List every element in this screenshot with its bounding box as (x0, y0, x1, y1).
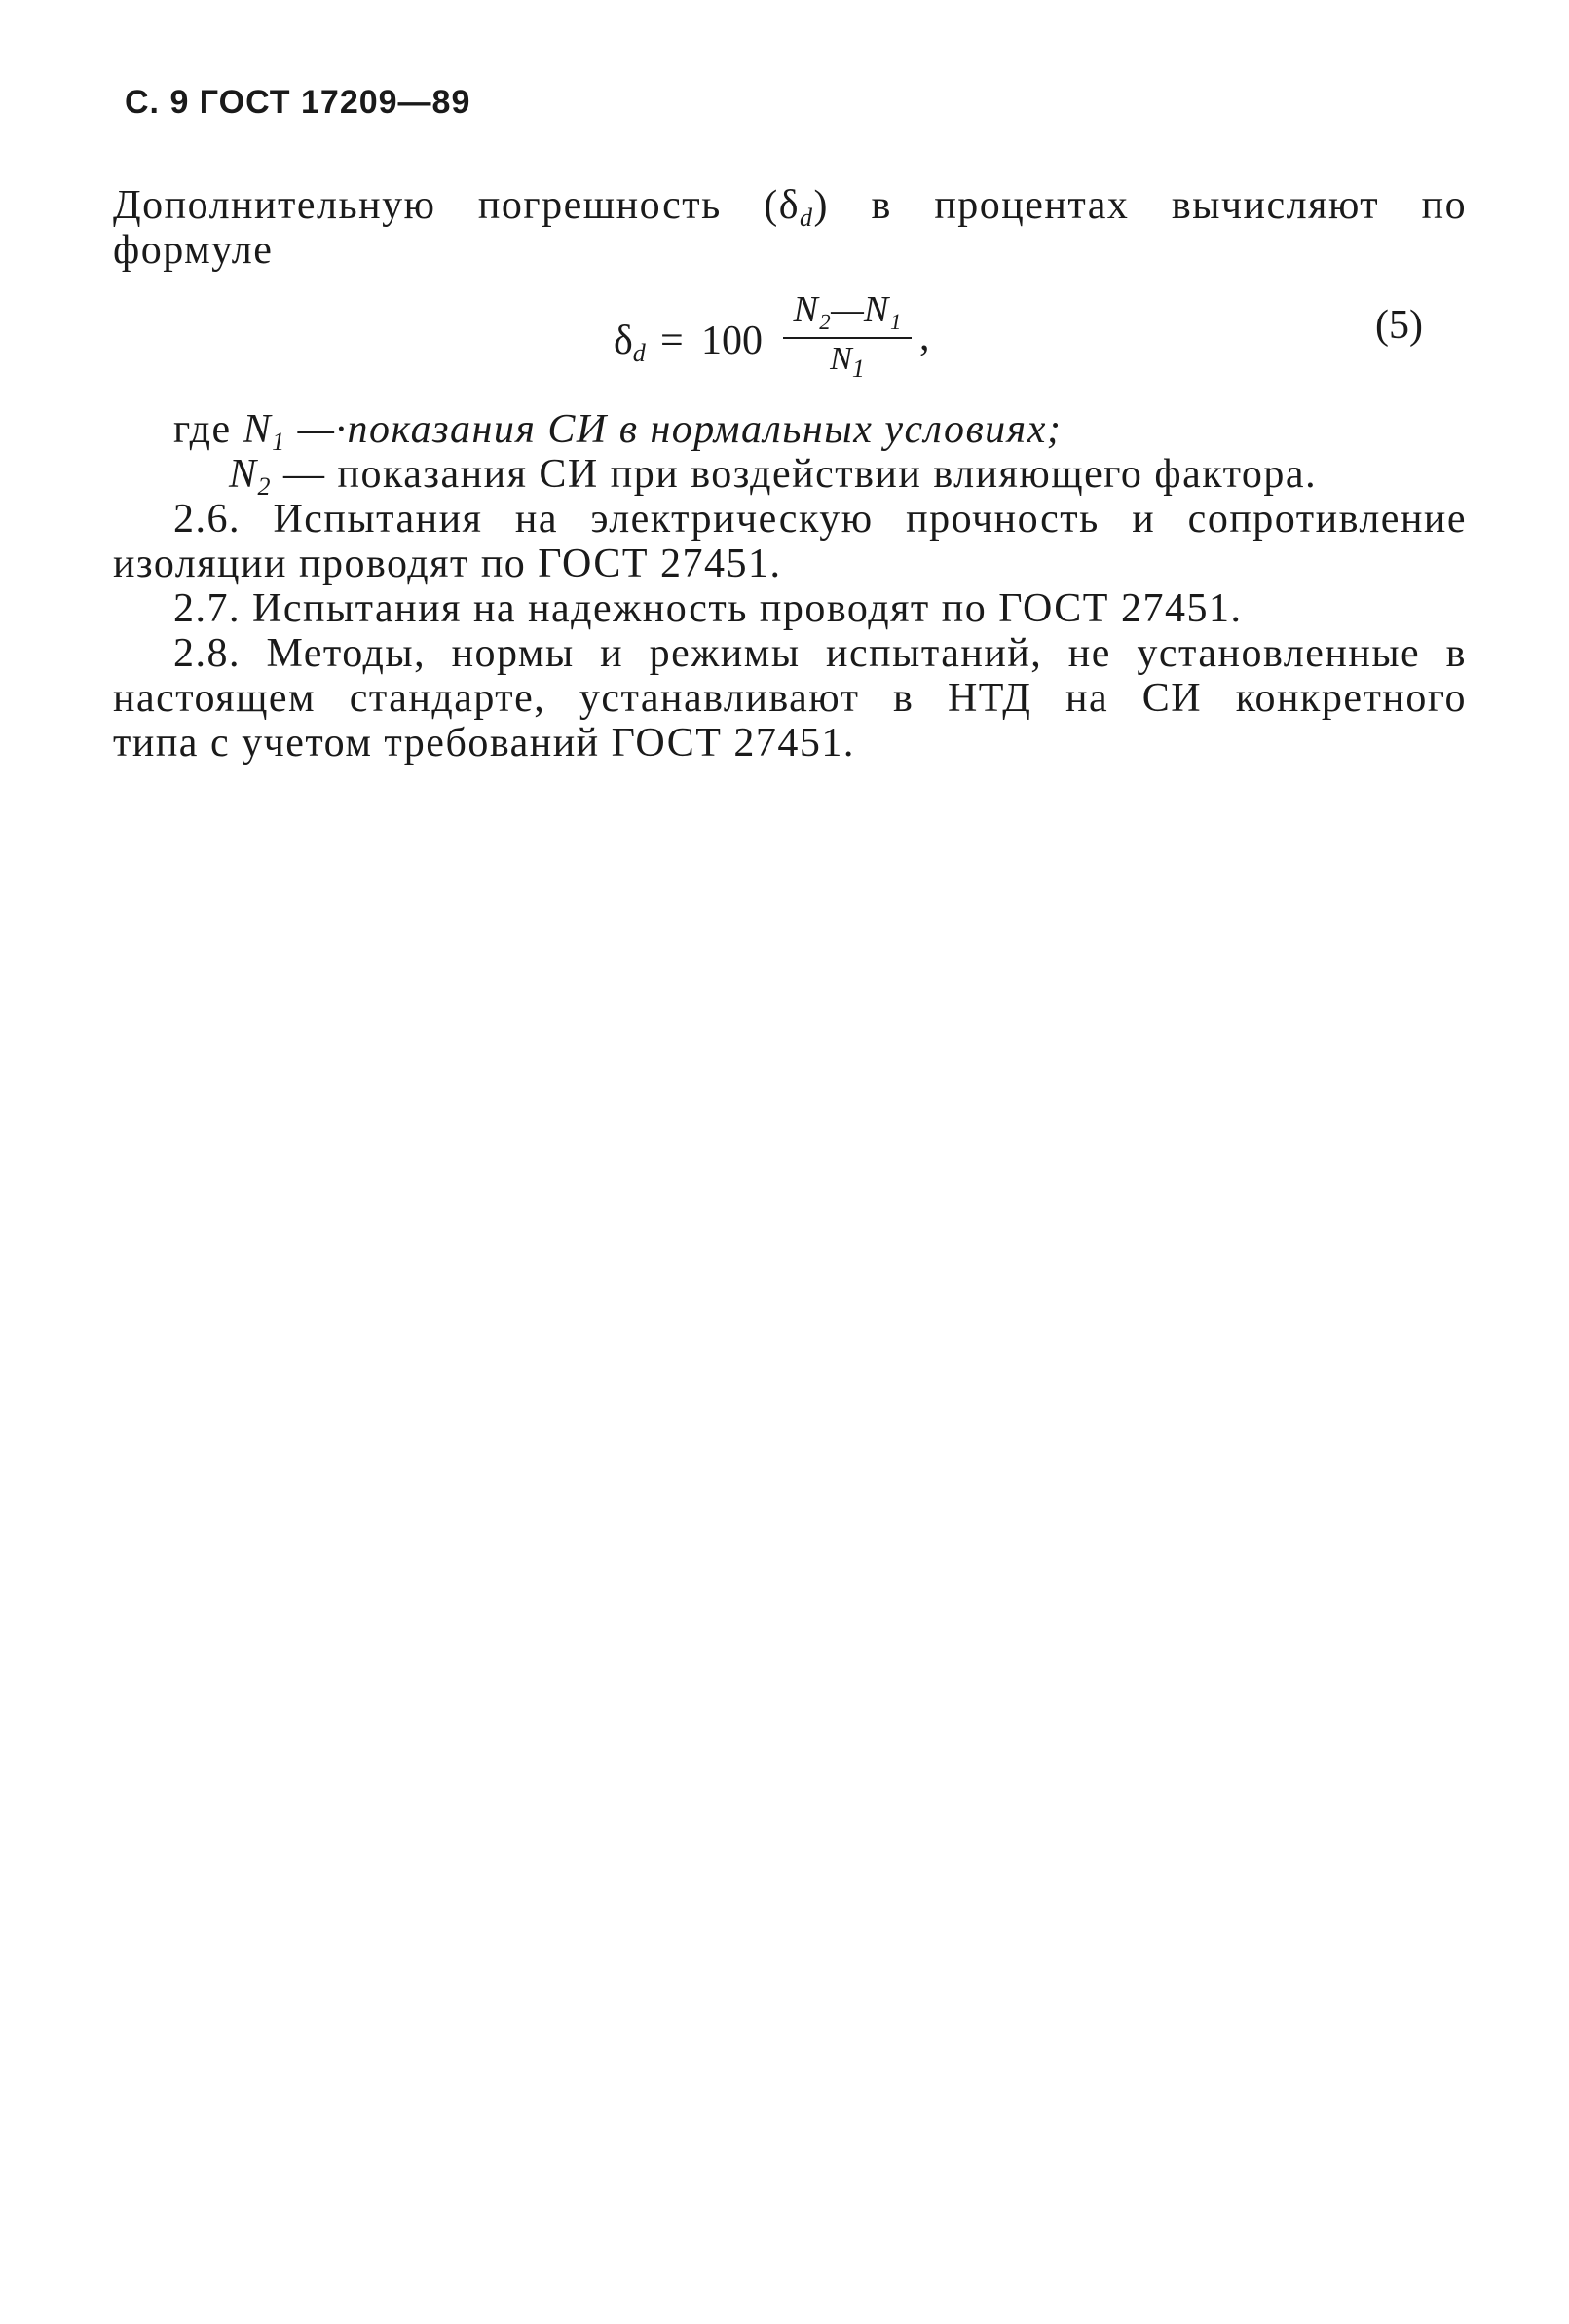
n2-description: — показания СИ при воздействии влияющего фактора. (272, 452, 1318, 497)
n-subscript: 2 (257, 472, 273, 501)
where-n1-line (173, 407, 1467, 456)
delta-symbol: (δ (764, 183, 801, 228)
section-2-7: 2.7. Испытания на надежность проводят по ГОСТ 27451. (173, 586, 1243, 631)
formula-coefficient: 100 (701, 319, 763, 363)
fraction (779, 288, 915, 386)
section-word: на (1065, 676, 1109, 721)
intro-word: по (1421, 183, 1468, 228)
formula-comma: , (919, 315, 930, 359)
section-number: 2.8. (173, 631, 241, 676)
delta-symbol: δ (614, 319, 633, 363)
n1-description: —·показания СИ в нормальных условиях; (285, 407, 1063, 452)
n-letter: N (243, 407, 273, 452)
n1-symbol (243, 407, 286, 456)
fraction-numerator: N₂—N₁ (793, 289, 902, 330)
where-prefix: где (173, 407, 232, 452)
formula-lhs (614, 318, 646, 367)
running-header: С. 9 ГОСТ 17209—89 (125, 84, 471, 121)
delta-d-inline (764, 183, 830, 232)
section-word: в (1445, 631, 1467, 676)
section-word: устанавливают (579, 676, 860, 721)
section-2-8-line-2 (113, 676, 1467, 721)
section-2-6-line-1 (173, 497, 1467, 542)
section-word: электрическую (590, 497, 874, 542)
close-paren: ) (813, 183, 830, 228)
section-word: и (600, 631, 624, 676)
section-number: 2.6. (173, 497, 241, 542)
section-word: Методы, (266, 631, 427, 676)
section-word: нормы (451, 631, 575, 676)
intro-word (478, 183, 722, 228)
denominator-symbol: N (830, 341, 852, 377)
section-word: НТД (947, 676, 1032, 721)
section-2-8-line-3: типа с учетом требований ГОСТ 27451. (113, 721, 855, 766)
section-word: не (1067, 631, 1111, 676)
n-letter: N (229, 452, 258, 497)
section-2-6-line-2: изоляции проводят по ГОСТ 27451. (113, 542, 782, 586)
intro-word: процентах (934, 183, 1130, 228)
fraction-bar (783, 337, 912, 339)
intro-word: в (871, 183, 892, 228)
section-word: прочность (906, 497, 1100, 542)
section-word: СИ (1141, 676, 1203, 721)
section-word: настоящем (113, 676, 317, 721)
intro-word: вычисляют (1171, 183, 1380, 228)
intro-word: Дополнительную (113, 183, 436, 228)
delta-subscript: d (800, 204, 814, 232)
where-n2-line (229, 452, 1467, 501)
section-2-8-line-1 (173, 631, 1467, 676)
intro-word-text: погрешность (477, 183, 722, 228)
equals-sign: = (660, 319, 684, 363)
section-word: и (1132, 497, 1156, 542)
n-subscript: 1 (272, 428, 286, 456)
equation-number: (5) (1375, 303, 1423, 348)
fraction-denominator (779, 341, 915, 383)
intro-line-1 (113, 183, 1468, 232)
denominator-subscript: 1 (851, 355, 865, 383)
section-word: в (893, 676, 915, 721)
section-word: режимы (649, 631, 801, 676)
section-word: испытаний, (826, 631, 1043, 676)
section-word: на (514, 497, 558, 542)
section-word: Испытания (273, 497, 483, 542)
section-word: конкретного (1235, 676, 1467, 721)
delta-subscript: d (632, 339, 646, 367)
intro-line-2: формуле (113, 228, 274, 273)
section-word: стандарте, (349, 676, 546, 721)
section-word: установленные (1137, 631, 1421, 676)
n2-symbol (229, 452, 273, 501)
section-word: сопротивление (1187, 497, 1468, 542)
